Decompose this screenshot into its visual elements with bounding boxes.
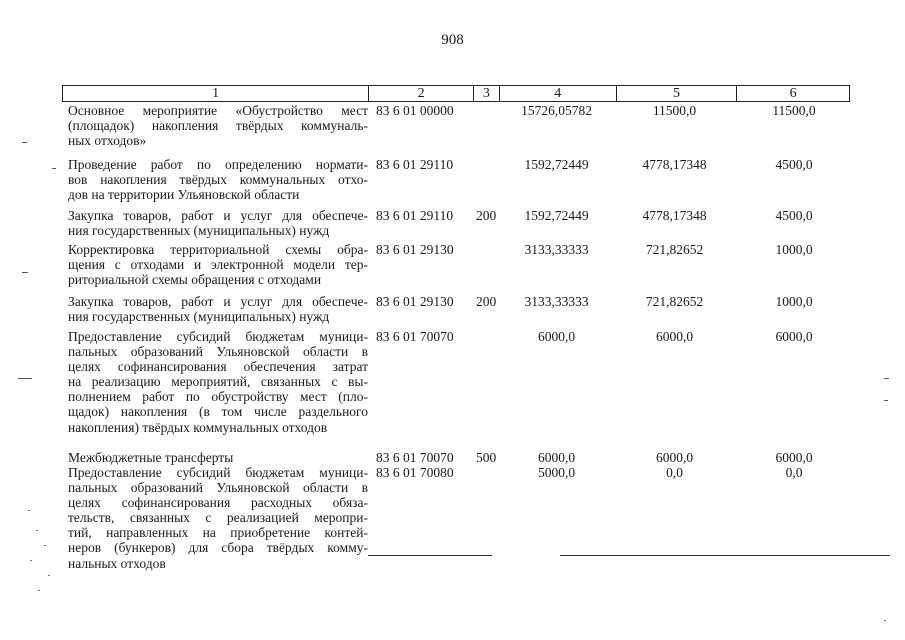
header-col-5: 5 <box>617 86 738 101</box>
scan-mark <box>28 510 30 511</box>
scan-mark <box>38 590 40 591</box>
row-col6: 1000,0 <box>775 242 813 257</box>
row-description: Основное мероприятие «Обустройство мест (площадок) накопления твёрдых коммуналь- ных отходов» <box>68 103 368 149</box>
row-col6: 4500,0 <box>775 157 813 172</box>
row-code: 83 6 01 29110 <box>376 157 454 172</box>
scan-mark <box>22 272 28 273</box>
row-col4: 1592,72449 <box>524 157 589 172</box>
row-col6: 6000,0 <box>775 450 813 465</box>
row-description: Межбюджетные трансферты <box>68 450 234 465</box>
row-code: 83 6 01 29130 <box>376 294 454 309</box>
row-col6: 6000,0 <box>775 329 813 344</box>
scan-mark <box>48 575 50 576</box>
row-col4: 1592,72449 <box>524 208 589 223</box>
scan-mark <box>36 530 38 531</box>
row-code: 83 6 01 70070 <box>376 329 454 344</box>
scan-mark <box>884 378 889 379</box>
row-col5: 11500,0 <box>652 103 697 118</box>
row-col4: 6000,0 <box>537 329 576 344</box>
scan-mark <box>884 400 888 401</box>
header-col-3: 3 <box>474 86 500 101</box>
row-col4: 3133,33333 <box>524 242 589 257</box>
row-col6: 1000,0 <box>775 294 813 309</box>
table-header <box>62 85 850 102</box>
table-rule-left <box>368 555 492 556</box>
row-col5: 6000,0 <box>655 329 694 344</box>
row-col4: 5000,0 <box>537 465 576 480</box>
row-col4: 3133,33333 <box>524 294 589 309</box>
scan-mark <box>30 560 32 561</box>
row-col4: 15726,05782 <box>521 103 592 118</box>
row-col6: 0,0 <box>785 465 803 480</box>
row-col5: 721,82652 <box>645 242 704 257</box>
row-col6: 4500,0 <box>775 208 813 223</box>
scan-mark <box>18 378 32 379</box>
row-description: Предоставление субсидий бюджетам муници- пальных образований Ульяновской области в целях софинансирования расходных обяза- тельств, связанных с реализацией меропри- тий, направленных на приобретение контей- неров (бункеров) для сбора твёрдых комму- нальных отходов <box>68 465 368 571</box>
page-number: 908 <box>441 32 464 48</box>
row-col5: 0,0 <box>666 465 683 480</box>
row-col4: 6000,0 <box>537 450 576 465</box>
row-col5: 4778,17348 <box>642 157 707 172</box>
scan-mark <box>22 142 27 143</box>
scan-mark <box>52 168 56 169</box>
row-col6: 11500,0 <box>772 103 816 118</box>
row-description: Предоставление субсидий бюджетам муници- пальных образований Ульяновской области в целях софинансирования обеспечения затрат на реализацию мероприятий, связанных с вы- полнением работ по обустройству мест (пло- щадок) накопления (в том числе раздельного накопления) твёрдых коммунальных отходов <box>68 329 368 435</box>
row-kvr: 200 <box>476 294 497 309</box>
table-rule-right <box>560 555 890 556</box>
row-kvr: 200 <box>476 208 497 223</box>
row-description: Проведение работ по определению нормати- вов накопления твёрдых коммунальных отхо- дов на территории Ульяновской области <box>68 157 368 203</box>
header-col-4: 4 <box>500 86 617 101</box>
row-kvr: 500 <box>476 450 497 465</box>
header-col-6: 6 <box>789 86 797 101</box>
row-code: 83 6 01 29130 <box>376 242 454 257</box>
row-code: 83 6 01 29110 <box>376 208 454 223</box>
row-col5: 4778,17348 <box>642 208 707 223</box>
header-col-1: 1 <box>63 86 369 101</box>
row-code: 83 6 01 70070 <box>376 450 454 465</box>
row-col5: 6000,0 <box>655 450 694 465</box>
row-description: Закупка товаров, работ и услуг для обеспече- ния государственных (муниципальных) нужд <box>68 208 368 239</box>
row-code: 83 6 01 70080 <box>376 465 454 480</box>
row-code: 83 6 01 00000 <box>376 103 454 118</box>
scan-mark <box>44 545 46 546</box>
row-description: Закупка товаров, работ и услуг для обеспече- ния государственных (муниципальных) нужд <box>68 294 368 325</box>
row-description: Корректировка территориальной схемы обра- щения с отходами и электронной модели тер- риториальной схемы обращения с отходами <box>68 242 368 288</box>
header-col-2: 2 <box>369 86 474 101</box>
scan-mark <box>884 620 886 621</box>
row-col5: 721,82652 <box>645 294 704 309</box>
